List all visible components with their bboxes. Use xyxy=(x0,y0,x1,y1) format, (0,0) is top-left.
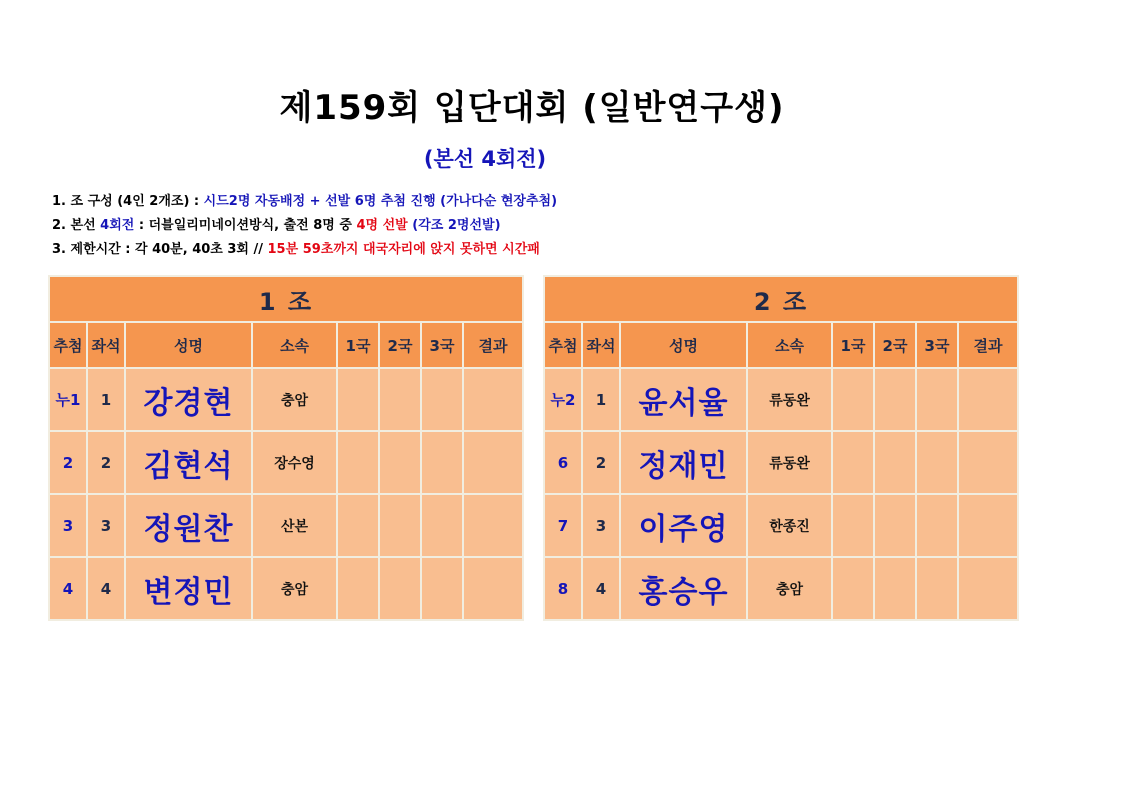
player-affiliation: 산본 xyxy=(253,495,336,556)
result-cell xyxy=(959,558,1017,619)
rule-highlight: 4명 선발 xyxy=(356,218,408,233)
game-3-cell xyxy=(917,432,957,493)
seat-number: 3 xyxy=(88,495,124,556)
game-3-cell xyxy=(422,558,462,619)
game-3-cell xyxy=(422,495,462,556)
col-affiliation: 소속 xyxy=(748,323,831,367)
game-2-cell xyxy=(875,369,915,430)
seat-number: 2 xyxy=(583,432,619,493)
player-affiliation: 충암 xyxy=(748,558,831,619)
player-affiliation: 충암 xyxy=(253,369,336,430)
rule-item-main-round xyxy=(52,214,557,238)
group-title: 2 조 xyxy=(545,277,1017,321)
player-name: 김현석 xyxy=(126,432,251,493)
table-row xyxy=(50,369,522,430)
col-result: 결과 xyxy=(464,323,522,367)
result-cell xyxy=(959,369,1017,430)
draw-number: 3 xyxy=(50,495,86,556)
seat-number: 4 xyxy=(88,558,124,619)
rule-item-time-limit xyxy=(52,238,557,262)
game-3-cell xyxy=(422,369,462,430)
seat-number: 4 xyxy=(583,558,619,619)
rule-highlight: (각조 2명선발) xyxy=(407,218,501,233)
game-3-cell xyxy=(917,369,957,430)
column-header-row xyxy=(50,323,522,367)
player-name: 이주영 xyxy=(621,495,746,556)
player-affiliation: 장수영 xyxy=(253,432,336,493)
col-draw: 추첨 xyxy=(50,323,86,367)
game-1-cell xyxy=(338,432,378,493)
game-1-cell xyxy=(338,558,378,619)
rule-item-group-composition xyxy=(52,190,557,214)
group-title: 1 조 xyxy=(50,277,522,321)
col-name: 성명 xyxy=(621,323,746,367)
group-2-table xyxy=(543,275,1019,621)
game-2-cell xyxy=(875,495,915,556)
seat-number: 1 xyxy=(88,369,124,430)
table-row xyxy=(50,495,522,556)
game-2-cell xyxy=(875,558,915,619)
game-1-cell xyxy=(833,369,873,430)
col-game-2: 2국 xyxy=(875,323,915,367)
result-cell xyxy=(464,369,522,430)
table-row xyxy=(545,495,1017,556)
game-3-cell xyxy=(917,495,957,556)
player-affiliation: 한종진 xyxy=(748,495,831,556)
table-row xyxy=(545,369,1017,430)
game-1-cell xyxy=(338,495,378,556)
draw-number: 누1 xyxy=(50,369,86,430)
player-affiliation: 류동완 xyxy=(748,432,831,493)
page-title: 제159회 입단대회 (일반연구생) xyxy=(279,88,785,128)
rule-text: : 더블일리미네이션방식, 출전 8명 중 xyxy=(134,218,357,233)
draw-number: 4 xyxy=(50,558,86,619)
seat-number: 2 xyxy=(88,432,124,493)
col-draw: 추첨 xyxy=(545,323,581,367)
rule-highlight: 15분 59초까지 대국자리에 앉지 못하면 시간패 xyxy=(267,242,540,257)
result-cell xyxy=(464,432,522,493)
seat-number: 1 xyxy=(583,369,619,430)
player-name: 윤서율 xyxy=(621,369,746,430)
game-2-cell xyxy=(380,495,420,556)
rule-text: 1. 조 구성 (4인 2개조) : xyxy=(52,194,204,209)
player-name: 정원찬 xyxy=(126,495,251,556)
player-name: 홍승우 xyxy=(621,558,746,619)
col-game-3: 3국 xyxy=(917,323,957,367)
table-row xyxy=(545,432,1017,493)
game-2-cell xyxy=(380,558,420,619)
game-1-cell xyxy=(833,558,873,619)
rule-highlight: 4회전 xyxy=(100,218,135,233)
game-3-cell xyxy=(917,558,957,619)
col-seat: 좌석 xyxy=(583,323,619,367)
seat-number: 3 xyxy=(583,495,619,556)
table-row xyxy=(50,432,522,493)
page-subtitle: (본선 4회전) xyxy=(423,147,547,171)
group-1-table xyxy=(48,275,524,621)
col-name: 성명 xyxy=(126,323,251,367)
col-game-1: 1국 xyxy=(338,323,378,367)
rules-list xyxy=(52,190,557,262)
rule-text: 2. 본선 xyxy=(52,218,101,233)
col-game-1: 1국 xyxy=(833,323,873,367)
player-affiliation: 충암 xyxy=(253,558,336,619)
col-affiliation: 소속 xyxy=(253,323,336,367)
col-game-2: 2국 xyxy=(380,323,420,367)
column-header-row xyxy=(545,323,1017,367)
result-cell xyxy=(464,558,522,619)
player-name: 변정민 xyxy=(126,558,251,619)
game-2-cell xyxy=(380,369,420,430)
game-2-cell xyxy=(380,432,420,493)
col-game-3: 3국 xyxy=(422,323,462,367)
col-seat: 좌석 xyxy=(88,323,124,367)
result-cell xyxy=(959,432,1017,493)
game-1-cell xyxy=(833,495,873,556)
game-3-cell xyxy=(422,432,462,493)
rule-text: 3. 제한시간 : 각 40분, 40초 3회 // xyxy=(52,242,268,257)
table-row xyxy=(545,558,1017,619)
player-name: 정재민 xyxy=(621,432,746,493)
table-row xyxy=(50,558,522,619)
player-affiliation: 류동완 xyxy=(748,369,831,430)
game-2-cell xyxy=(875,432,915,493)
player-name: 강경현 xyxy=(126,369,251,430)
game-1-cell xyxy=(338,369,378,430)
draw-number: 누2 xyxy=(545,369,581,430)
rule-highlight: 시드2명 자동배정 + 선발 6명 추첨 진행 (가나다순 현장추첨) xyxy=(203,194,558,209)
draw-number: 2 xyxy=(50,432,86,493)
draw-number: 6 xyxy=(545,432,581,493)
result-cell xyxy=(464,495,522,556)
result-cell xyxy=(959,495,1017,556)
col-result: 결과 xyxy=(959,323,1017,367)
draw-number: 8 xyxy=(545,558,581,619)
game-1-cell xyxy=(833,432,873,493)
draw-number: 7 xyxy=(545,495,581,556)
